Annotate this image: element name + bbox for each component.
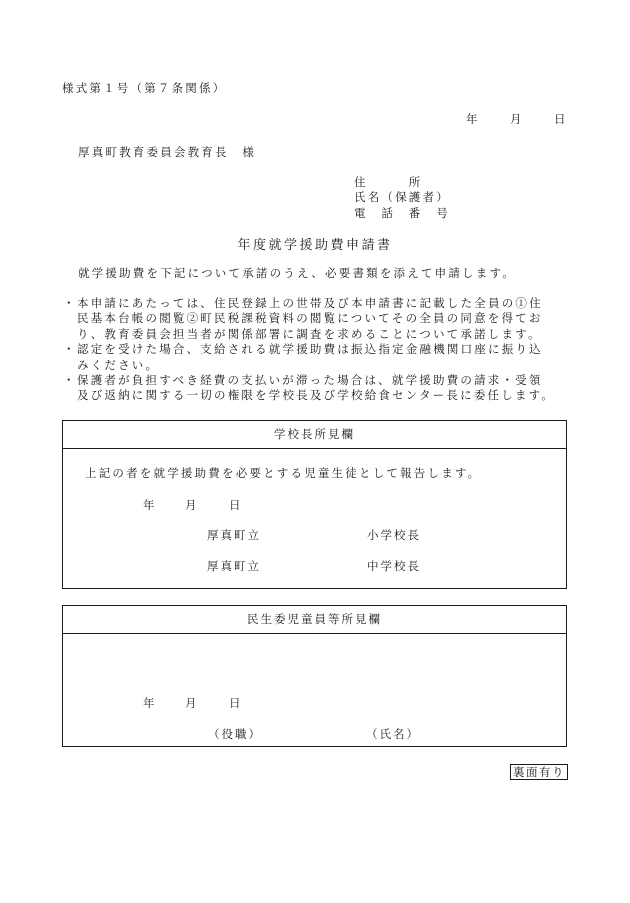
signer-name-label: （氏名） xyxy=(366,727,420,741)
note-line: 認定を受けた場合、支給される就学援助費は振込指定金融機関口座に振り込 xyxy=(77,342,543,357)
note-line: 本申請にあたっては、住民登録上の世帯及び本申請書に記載した全員の①住 xyxy=(77,296,543,310)
note-line: 及び返納に関する一切の権限を学校長及び学校給食センター長に委任します。 xyxy=(77,388,556,403)
header-date-month: 月 xyxy=(510,112,522,126)
welfare-commissioner-box xyxy=(62,605,567,747)
welfare-commissioner-header: 民生委児童員等所見欄 xyxy=(63,606,566,634)
note-bullet: ・ xyxy=(63,296,77,310)
principal-date-year: 年 xyxy=(143,498,155,512)
guardian-name-label: 氏名（保護者） xyxy=(354,190,450,204)
welfare-date-month: 月 xyxy=(185,696,197,710)
note-item xyxy=(63,342,583,373)
phone-label: 電 話 番 号 xyxy=(354,206,450,220)
note-item xyxy=(63,296,583,342)
principal-date-day: 日 xyxy=(229,498,241,512)
address-label: 住 所 xyxy=(354,175,423,189)
position-label: （役職） xyxy=(208,727,262,741)
addressee: 厚真町教育委員会教育長 様 xyxy=(78,145,257,159)
principal-opinion-header: 学校長所見欄 xyxy=(63,421,566,449)
note-line: り、教育委員会担当者が関係部署に調査を求めることについて承諾します。 xyxy=(77,326,542,341)
elementary-principal-label: 小学校長 xyxy=(367,528,421,542)
welfare-date-year: 年 xyxy=(143,696,155,710)
note-line: 民基本台帳の閲覧②町民税課税資料の閲覧についてその全員の同意を得てお xyxy=(77,311,543,326)
junior-high-principal-label: 中学校長 xyxy=(367,559,421,573)
welfare-date-day: 日 xyxy=(229,696,241,710)
lead-text: 就学援助費を下記について承諾のうえ、必要書類を添えて申請します。 xyxy=(78,266,516,280)
note-line: 保護者が負担すべき経費の支払いが滞った場合は、就学援助費の請求・受領 xyxy=(77,373,543,388)
form-number: 様式第１号（第７条関係） xyxy=(62,81,227,95)
header-date-year: 年 xyxy=(466,112,478,126)
note-bullet: ・ xyxy=(63,373,77,388)
reverse-side-note: 裏面有り xyxy=(510,764,568,780)
principal-date-month: 月 xyxy=(185,498,197,512)
elementary-town-label: 厚真町立 xyxy=(207,528,261,542)
principal-opinion-box xyxy=(62,420,567,589)
note-line: みください。 xyxy=(77,357,160,372)
principal-statement: 上記の者を就学援助費を必要とする児童生徒として報告します。 xyxy=(85,466,482,480)
document-title: 年度就学援助費申請書 xyxy=(237,238,393,253)
notes-list xyxy=(63,296,583,404)
note-bullet: ・ xyxy=(63,342,77,357)
header-date-day: 日 xyxy=(554,112,566,126)
junior-high-town-label: 厚真町立 xyxy=(207,559,261,573)
note-item xyxy=(63,373,583,404)
